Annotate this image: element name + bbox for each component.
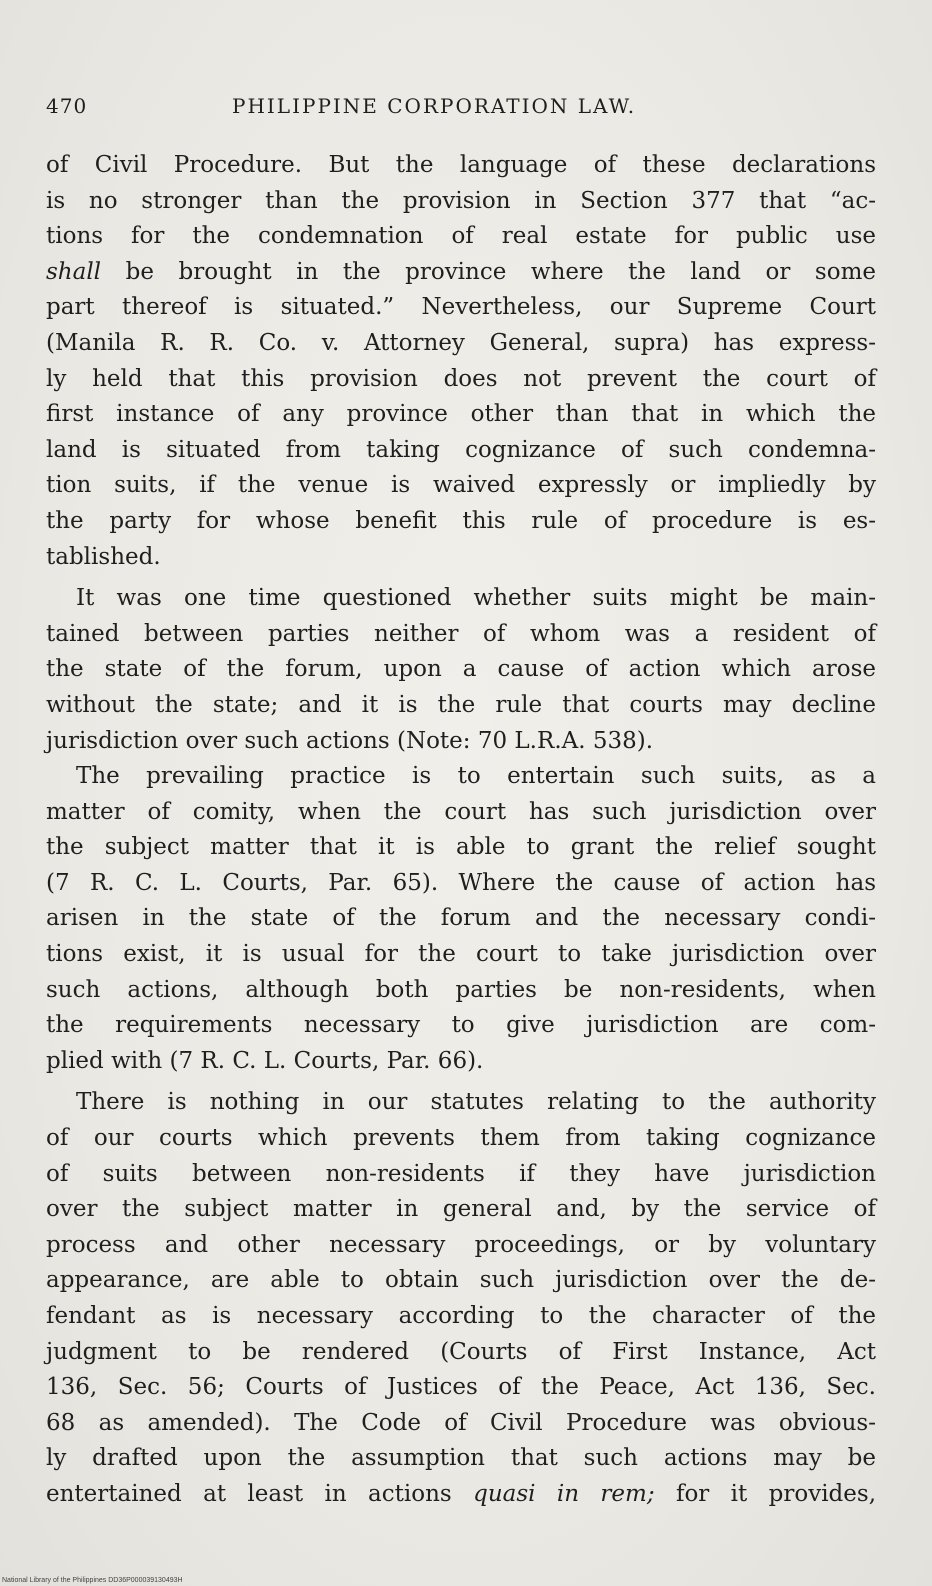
text-line: arisen in the state of the forum and the necessary condi- [46, 905, 876, 932]
text-line: tablished. [46, 543, 161, 570]
text-line: of suits between non-residents if they have jurisdiction [46, 1160, 876, 1187]
text-line: It was one time questioned whether suits might be main- [76, 585, 876, 612]
text-line: of Civil Procedure. But the language of these declarations [46, 152, 876, 178]
text-line: land is situated from taking cognizance of such condemna- [46, 436, 876, 463]
text-line: judgment to be rendered (Courts of First Instance, Act [46, 1338, 876, 1365]
text-line: the subject matter that it is able to grant the relief sought [46, 834, 876, 861]
text-line: fendant as is necessary according to the character of the [46, 1303, 876, 1329]
text-line: entertained at least in actions quasi in rem; for it provides, [46, 1480, 877, 1507]
text-line: ly held that this provision does not prevent the court of [46, 365, 876, 392]
text-line: matter of comity, when the court has such jurisdiction over [46, 798, 876, 825]
text-line: without the state; and it is the rule that courts may decline [46, 691, 876, 718]
text-line: The prevailing practice is to entertain such suits, as a [76, 763, 876, 790]
text-line: 68 as amended). The Code of Civil Procedure was obvious- [46, 1409, 876, 1436]
page-header [46, 94, 876, 124]
text-line: shall be brought in the province where the land or some [46, 258, 876, 285]
text-line: ly drafted upon the assumption that such actions may be [46, 1445, 876, 1472]
text-line: part thereof is situated.” Nevertheless, our Supreme Court [46, 294, 876, 321]
text-line: first instance of any province other than that in which the [46, 401, 876, 428]
paragraph [46, 581, 876, 759]
text-line: plied with (7 R. C. L. Courts, Par. 66). [46, 1047, 484, 1074]
running-title: PHILIPPINE CORPORATION LAW. [232, 94, 637, 118]
text-line: 136, Sec. 56; Courts of Justices of the Peace, Act 136, Sec. [46, 1374, 876, 1401]
text-line: appearance, are able to obtain such jurisdiction over the de- [46, 1267, 876, 1294]
text-line: such actions, although both parties be non-residents, when [46, 976, 876, 1003]
library-credit: National Library of the Philippines DD36P000039130493H [2, 1577, 183, 1584]
text-line: the party for whose benefit this rule of procedure is es- [46, 507, 876, 534]
text-line: over the subject matter in general and, by the service of [46, 1196, 876, 1223]
text-line: There is nothing in our statutes relating to the authority [76, 1089, 876, 1116]
body-text [46, 148, 876, 1513]
paragraph [46, 1085, 876, 1512]
text-line: the state of the forum, upon a cause of action which arose [46, 656, 876, 683]
paragraph [46, 148, 876, 575]
page-number: 470 [46, 94, 88, 118]
text-line: of our courts which prevents them from taking cognizance [46, 1125, 876, 1152]
text-line: jurisdiction over such actions (Note: 70 L.R.A. 538). [46, 727, 654, 754]
text-line: tions for the condemnation of real estate for public use [46, 223, 876, 250]
text-line: process and other necessary proceedings, or by voluntary [46, 1231, 876, 1258]
paragraph [46, 759, 876, 1079]
text-line: (Manila R. R. Co. v. Attorney General, supra) has express- [46, 329, 876, 356]
text-line: the requirements necessary to give jurisdiction are com- [46, 1012, 876, 1039]
text-line: tions exist, it is usual for the court to take jurisdiction over [46, 941, 876, 968]
text-line: tained between parties neither of whom was a resident of [46, 620, 876, 647]
text-line: is no stronger than the provision in Section 377 that “ac- [46, 187, 876, 214]
text-line: tion suits, if the venue is waived expressly or impliedly by [46, 472, 876, 499]
text-line: (7 R. C. L. Courts, Par. 65). Where the cause of action has [46, 869, 876, 896]
